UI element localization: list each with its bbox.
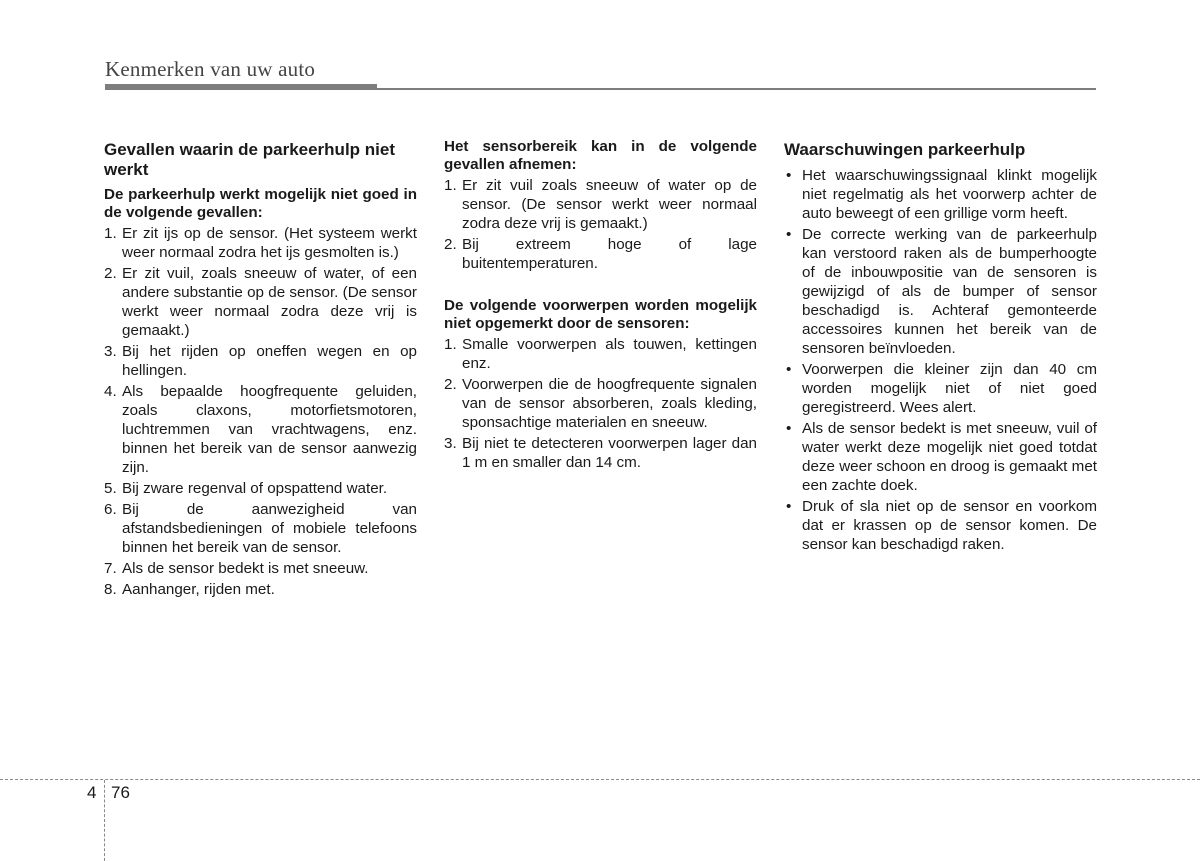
item-number: 4. <box>104 383 117 400</box>
list-item <box>784 419 1097 495</box>
bullet-icon: • <box>786 361 792 378</box>
numbered-list-not-detected <box>444 335 757 472</box>
item-text: De correcte werking van de parkeerhulp kan verstoord raken als de bumperhoogte of de inbouwpositie van de sensoren is gewijzigd of als de bumper of sensor beschadigd is. Achteraf gemonteerde accessoires kunnen het bereik van de sensoren beïnvloeden. <box>802 226 1097 357</box>
list-item <box>104 559 417 578</box>
bullet-icon: • <box>786 420 792 437</box>
header-rule-thick <box>105 84 377 90</box>
numbered-list-range-reduced <box>444 176 757 273</box>
item-text: Bij niet te detecteren voorwerpen lager dan 1 m en smaller dan 14 cm. <box>462 435 757 471</box>
bullet-icon: • <box>786 498 792 515</box>
section-heading-not-working: Gevallen waarin de parkeerhulp niet werkt <box>104 140 395 179</box>
list-item <box>784 166 1097 223</box>
item-text: Druk of sla niet op de sensor en voorkom dat er krassen op de sensor komen. De sensor kan beschadigd raken. <box>802 498 1097 553</box>
list-item <box>444 434 757 472</box>
item-text: Bij zware regenval of opspattend water. <box>122 480 388 497</box>
spacer <box>444 275 757 297</box>
bullet-list-warnings <box>784 166 1097 554</box>
list-item <box>444 335 757 373</box>
item-number: 2. <box>444 376 457 393</box>
item-text: Er zit ijs op de sensor. (Het systeem werkt weer normaal zodra het ijs gesmolten is.) <box>122 225 417 261</box>
list-item <box>784 225 1097 358</box>
list-item <box>104 342 417 380</box>
item-number: 3. <box>444 435 457 452</box>
item-number: 2. <box>444 236 457 253</box>
header-rule-thin <box>377 88 1096 90</box>
list-item <box>104 479 417 498</box>
item-number: 6. <box>104 501 117 518</box>
item-text: Smalle voorwerpen als touwen, kettingen enz. <box>462 336 757 372</box>
item-number: 1. <box>444 177 457 194</box>
subheading-not-detected: De volgende voorwerpen worden mogelijk niet opgemerkt door de sensoren: <box>444 297 757 332</box>
item-text: Als bepaalde hoogfrequente geluiden, zoals claxons, motorfietsmotoren, luchtremmen van vrachtwagens, enz. binnen het bereik van de sensor aanwezig zijn. <box>122 383 417 476</box>
item-text: Aanhanger, rijden met. <box>122 581 275 598</box>
subheading-may-not-work: De parkeerhulp werkt mogelijk niet goed in de volgende gevallen: <box>104 186 417 221</box>
item-text: Voorwerpen die kleiner zijn dan 40 cm worden mogelijk niet of niet goed geregistreerd. Wees alert. <box>802 361 1097 416</box>
list-item <box>104 500 417 557</box>
item-text: Bij de aanwezigheid van afstandsbedieningen of mobiele telefoons binnen het bereik van de sensor. <box>122 501 417 556</box>
item-number: 1. <box>444 336 457 353</box>
item-number: 2. <box>104 265 117 282</box>
item-number: 3. <box>104 343 117 360</box>
list-item <box>784 360 1097 417</box>
bullet-icon: • <box>786 226 792 243</box>
column-1 <box>104 138 417 601</box>
list-item <box>444 176 757 233</box>
page-number: 76 <box>111 783 130 802</box>
subheading-range-reduced: Het sensorbereik kan in de volgende gevallen afnemen: <box>444 138 757 173</box>
item-number: 7. <box>104 560 117 577</box>
numbered-list-not-working <box>104 224 417 599</box>
footer-dashed-rule <box>0 779 1200 780</box>
item-text: Bij het rijden op oneffen wegen en op hellingen. <box>122 343 417 379</box>
item-text: Er zit vuil zoals sneeuw of water op de sensor. (De sensor werkt weer normaal zodra deze vrij is gemaakt.) <box>462 177 757 232</box>
list-item <box>444 375 757 432</box>
list-item <box>444 235 757 273</box>
chapter-number: 4 <box>87 783 97 802</box>
item-number: 5. <box>104 480 117 497</box>
list-item <box>104 580 417 599</box>
item-text: Het waarschuwingssignaal klinkt mogelijk niet regelmatig als het voorwerp achter de auto beweegt of een grillige vorm heeft. <box>802 167 1097 222</box>
list-item <box>104 224 417 262</box>
item-text: Voorwerpen die de hoogfrequente signalen van de sensor absorberen, zoals kleding, sponsachtige materialen en sneeuw. <box>462 376 757 431</box>
column-3 <box>784 138 1097 556</box>
bullet-icon: • <box>786 167 792 184</box>
footer-dashed-divider <box>104 780 105 861</box>
column-2 <box>444 138 757 474</box>
item-number: 1. <box>104 225 117 242</box>
chapter-title: Kenmerken van uw auto <box>105 57 316 81</box>
list-item <box>104 264 417 340</box>
list-item <box>104 382 417 477</box>
section-heading-warnings: Waarschuwingen parkeerhulp <box>784 140 1026 159</box>
item-text: Als de sensor bedekt is met sneeuw, vuil of water werkt deze mogelijk niet goed totdat deze weer schoon en droog is gemaakt met een zachte doek. <box>802 420 1097 494</box>
list-item <box>784 497 1097 554</box>
item-text: Bij extreem hoge of lage buitentemperaturen. <box>462 236 757 272</box>
item-text: Er zit vuil, zoals sneeuw of water, of een andere substantie op de sensor. (De sensor werkt weer normaal zodra deze vrij is gemaakt.) <box>122 265 417 339</box>
item-number: 8. <box>104 581 117 598</box>
item-text: Als de sensor bedekt is met sneeuw. <box>122 560 369 577</box>
